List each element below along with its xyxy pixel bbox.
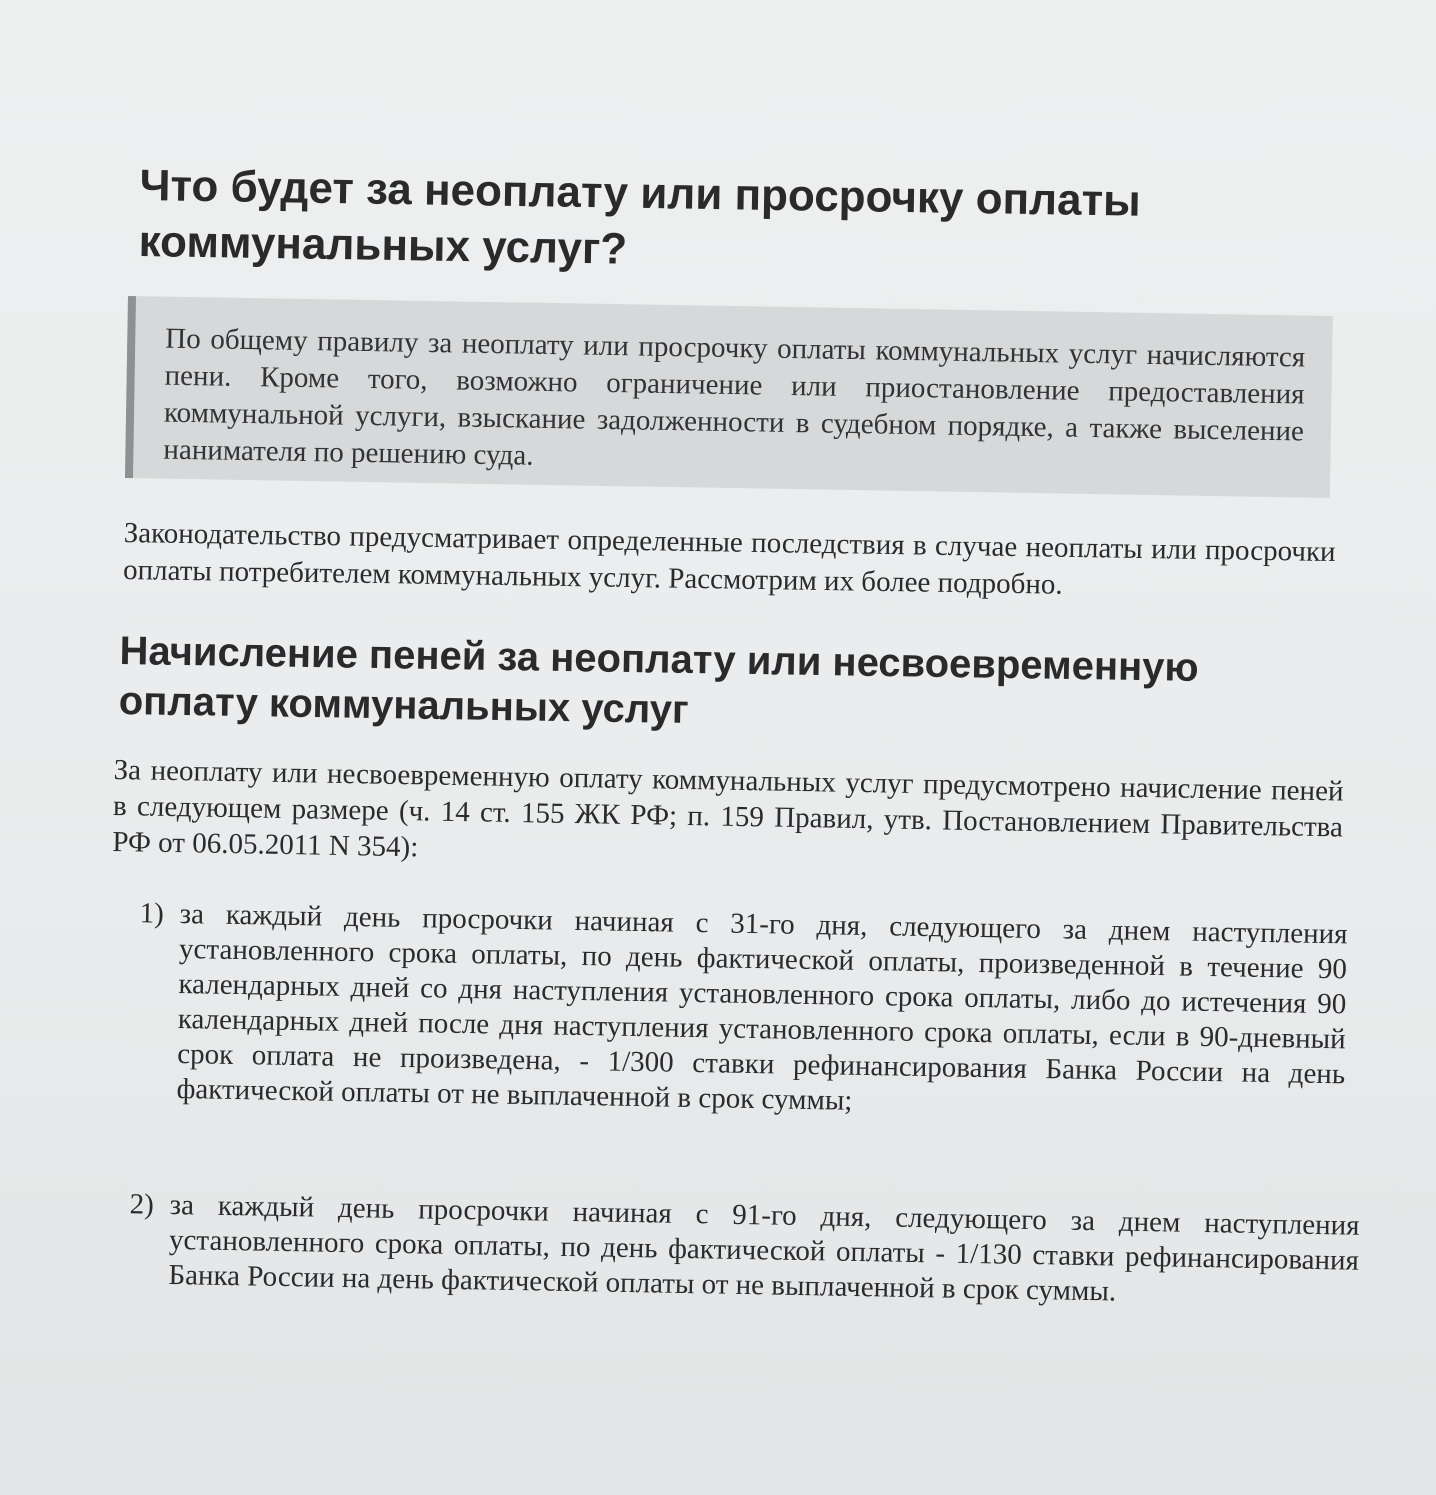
list-item-text: за каждый день просрочки начиная с 91-го дня, следующего за днем наступления установленного срока оплаты, по день фактической оплаты - 1/130 ставки рефинансирования Банка России на день фактической оплаты от не выплаченной в срок суммы. xyxy=(168,1188,1360,1308)
section-heading: Начисление пеней за неоплату или несвоевременную оплату коммунальных услуг xyxy=(118,628,1199,732)
list-item-number: 2) xyxy=(129,1188,155,1221)
list-item xyxy=(139,897,1348,1127)
list-item xyxy=(129,1188,1360,1314)
intro-paragraph: Законодательство предусматривает определенные последствия в случае неоплаты или просрочки оплаты потребителем коммунальных услуг. Рассмотрим их более подробно. xyxy=(122,516,1336,601)
list-item-number: 1) xyxy=(139,897,165,930)
list-item-text: за каждый день просрочки начиная с 31-го дня, следующего за днем наступления установленного срока оплаты, по день фактической оплаты, произведенной в течение 90 календарных дней со дня наступления установленного срока оплаты, либо до истечения 90 календарных дней после дня наступления установленного срока оплаты, если в 90-дневный срок оплата не произведена, - 1/300 ставки рефинансирования Банка России на день фактической оплаты от не выплаченной в срок суммы; xyxy=(176,897,1348,1117)
callout-text: По общему правилу за неоплату или просрочку оплаты коммунальных услуг начисляются пени. Кроме того, возможно ограничение или приостановление предоставления коммунальной услуги, взыскание задолженности в судебном порядке, а также выселение нанимателя по решению суда. xyxy=(163,322,1306,472)
callout-box xyxy=(125,296,1333,498)
main-heading: Что будет за неоплату или просрочку оплаты коммунальных услуг? xyxy=(138,160,1142,274)
body-paragraph: За неоплату или несвоевременную оплату коммунальных услуг предусмотрено начисление пеней в следующем размере (ч. 14 ст. 155 ЖК РФ; п. 159 Правил, утв. Постановлением Правительства РФ от 06.05.2011 N 354): xyxy=(112,753,1344,864)
